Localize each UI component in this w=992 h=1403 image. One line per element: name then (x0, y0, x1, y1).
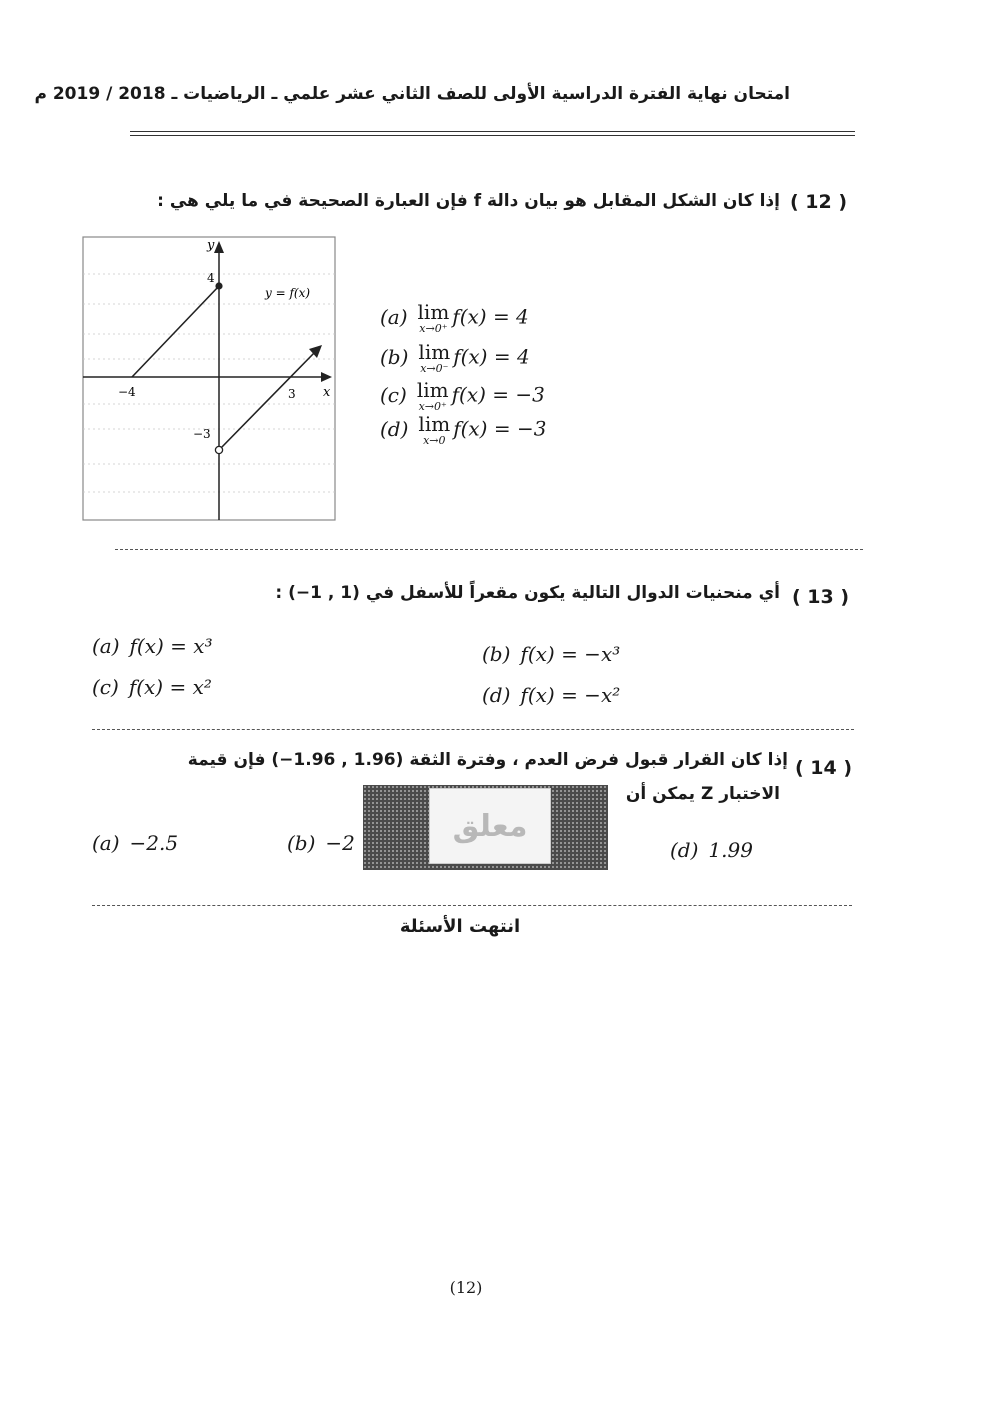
x-axis-label: x (323, 385, 331, 400)
q14-text-line1: إذا كان القرار قبول فرض العدم ، وفترة الثقة (1.96 , 1.96−) فإن قيمة (187, 750, 788, 770)
end-of-questions: انتهت الأسئلة (399, 916, 521, 937)
q13-text: أي منحنيات الدوال التالية يكون مقعراً للأسفل في (1 , 1−) : (275, 583, 780, 603)
tick-x-3: 3 (288, 387, 296, 401)
func-label: y = f(x) (265, 286, 311, 300)
tick-y-neg3: −3 (193, 427, 211, 441)
page-number: (12) (449, 1278, 483, 1297)
q12-option-d[interactable]: (d) lim x→0 f(x) = −3 (380, 412, 547, 447)
left-branch-line (132, 286, 219, 377)
stamp-text: معلق (452, 808, 528, 844)
q12-text: إذا كان الشكل المقابل هو بيان دالة f فإن العبارة الصحيحة في ما يلي هي : (157, 191, 780, 211)
q13-number: ( 13 ) (792, 586, 850, 608)
q13-option-c[interactable]: (c) f(x) = x² (92, 675, 212, 699)
q14-number: ( 14 ) (795, 757, 853, 779)
y-axis-label: y (207, 238, 215, 253)
right-branch-line (219, 351, 316, 450)
header-double-rule (130, 131, 855, 136)
q13-option-a[interactable]: (a) f(x) = x³ (92, 634, 213, 658)
divider-2 (92, 729, 854, 730)
q14-option-b[interactable]: (b) −2 (287, 831, 355, 855)
q14-text-line2: الاختبار Z يمكن أن (625, 784, 780, 804)
q13-option-b[interactable]: (b) f(x) = −x³ (482, 642, 621, 666)
q12-number: ( 12 ) (790, 191, 848, 213)
tick-x-neg4: −4 (118, 385, 136, 399)
q12-option-b[interactable]: (b) lim x→0⁻ f(x) = 4 (380, 340, 530, 375)
q14-option-d[interactable]: (d) 1.99 (670, 838, 753, 862)
open-point (215, 446, 222, 453)
q12-option-c[interactable]: (c) lim x→0⁺ f(x) = −3 (380, 378, 545, 413)
q12-option-a[interactable]: (a) lim x→0⁺ f(x) = 4 (380, 300, 529, 335)
suspended-stamp (363, 785, 608, 870)
q14-option-a[interactable]: (a) −2.5 (92, 831, 179, 855)
q12-graph (80, 234, 340, 524)
exam-header: امتحان نهاية الفترة الدراسية الأولى للصف الثاني عشر علمي ـ الرياضيات ـ 2018 / 2019 م (34, 84, 790, 104)
tick-y-4: 4 (207, 271, 215, 285)
filled-point (215, 282, 222, 289)
divider-3 (92, 905, 852, 906)
divider-1 (115, 549, 863, 550)
q13-option-d[interactable]: (d) f(x) = −x² (482, 683, 621, 707)
